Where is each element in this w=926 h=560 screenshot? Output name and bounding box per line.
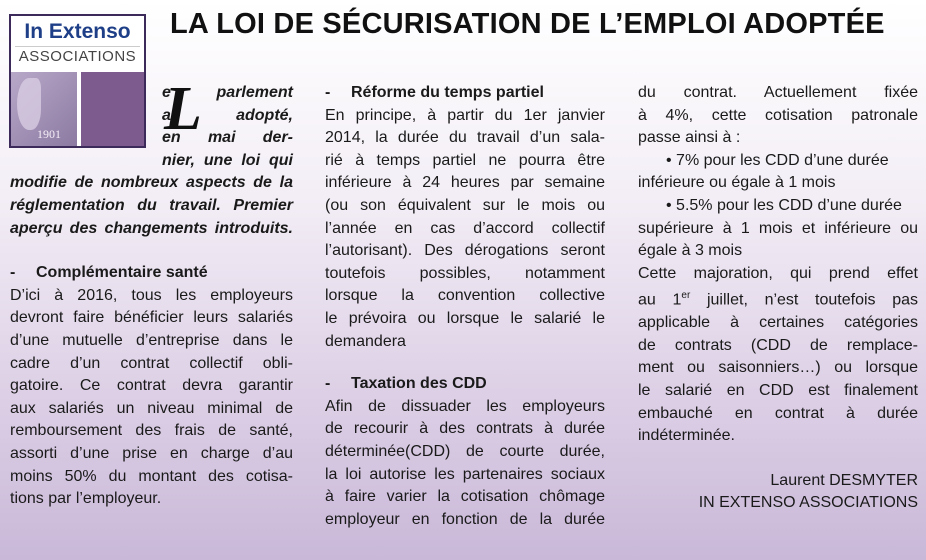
body-line: de recourir à des contrats à durée: [325, 420, 605, 438]
body-line: assorti d’une prise en charge d’au: [10, 444, 293, 462]
intro-line: a adopté,: [162, 106, 293, 124]
bullet-line: • 5.5% pour les CDD d’une durée: [666, 196, 902, 214]
body-line: le prévoira ou lorsque le salarié le: [325, 309, 605, 327]
body-line: ment ou saisonniers…) ou lorsque: [638, 359, 918, 377]
intro-line: modifie de nombreux aspects de la: [10, 174, 293, 192]
heading-text: Taxation des CDD: [351, 375, 487, 393]
body-line: déterminée(CDD) de courte durée,: [325, 442, 605, 460]
heading-text: Réforme du temps partiel: [351, 84, 544, 101]
signature-org: IN EXTENSO ASSOCIATIONS: [698, 494, 918, 512]
intro-line: en mai der-: [162, 129, 293, 147]
section-heading: [10, 262, 293, 285]
body-line: d’une mutuelle d’entreprise dans le: [10, 331, 293, 349]
dropcap: L: [164, 75, 202, 143]
heading-dash: -: [10, 264, 16, 282]
body-line: de contrats (CDD de remplace-: [638, 336, 918, 354]
intro-line: nier, une loi qui: [162, 151, 293, 169]
logo-header: [11, 16, 144, 73]
body-line: applicable à certaines catégories: [638, 314, 918, 332]
body-line: le salarié en CDD est finalement: [638, 382, 918, 400]
intro-line: réglementation du travail. Premier: [10, 196, 293, 214]
body-line: En principe, à partir du 1er janvier: [325, 106, 605, 124]
body-line: inférieure à 24 heures par semaine: [325, 174, 605, 192]
body-line: indéterminée.: [638, 427, 735, 445]
column-1: [10, 75, 293, 511]
heading-dash: -: [325, 84, 331, 101]
body-line: embauché en contrat à durée: [638, 404, 918, 422]
section-heading: [325, 373, 605, 396]
intro-line: aperçu des changements introduits.: [10, 219, 293, 237]
bullet-line: supérieure à 1 mois et inférieure ou: [638, 219, 918, 237]
spacer: [638, 448, 918, 470]
body-line: à faire varier la cotisation chômage: [325, 488, 605, 506]
body-line: demandera: [325, 332, 406, 350]
body-line: rié à temps partiel ne pourra être: [325, 151, 605, 169]
body-line: gatoire. Ce contrat devra garantir: [10, 377, 293, 395]
body-line: D’ici à 2016, tous les employeurs: [10, 286, 293, 304]
body-line: employeur en fonction de la durée: [325, 510, 605, 528]
spacer: [325, 353, 605, 373]
section-heading: [325, 82, 605, 105]
signature-name: Laurent DESMYTER: [770, 471, 918, 489]
bullet-line: égale à 3 mois: [638, 242, 743, 260]
body-line: l’autorisant). Des dérogations seront: [325, 242, 605, 260]
body-line: passe ainsi à :: [638, 129, 741, 147]
column-2: [325, 82, 605, 531]
body-line: [638, 285, 918, 312]
body-line: remboursement des frais de santé,: [10, 422, 293, 440]
body-line: devront faire bénéficier leurs salariés: [10, 309, 293, 327]
article-title: LA LOI DE SÉCURISATION DE L’EMPLOI ADOPTÉE: [170, 8, 885, 40]
body-line: aux salariés un niveau minimal de: [10, 399, 293, 417]
spacer: [10, 240, 293, 262]
body-line: cadre d’un contrat collectif obli-: [10, 354, 293, 372]
bullet-line: • 7% pour les CDD d’une durée: [666, 151, 889, 169]
body-line: toutefois possibles, notamment: [325, 264, 605, 282]
heading-dash: -: [325, 375, 331, 393]
body-line: 2014, la durée du travail d’un sala-: [325, 129, 605, 147]
column-3: [638, 82, 918, 515]
body-line: (ou son équivalent sur le mois ou: [325, 196, 605, 214]
text-fragment: juillet, n’est toutefois pas: [690, 291, 919, 309]
logo-name: In Extenso: [24, 20, 131, 43]
bullet-line: inférieure ou égale à 1 mois: [638, 174, 836, 192]
body-line: Afin de dissuader les employeurs: [325, 397, 605, 415]
body-line: tions par l’employeur.: [10, 490, 162, 508]
logo-subtitle: ASSOCIATIONS: [15, 46, 140, 67]
heading-text: Complémentaire santé: [36, 264, 208, 282]
body-line: lorsque la convention collective: [325, 287, 605, 305]
superscript: er: [681, 290, 691, 302]
logo-year: 1901: [37, 127, 61, 141]
body-line: à 4%, cette cotisation patronale: [638, 106, 918, 124]
body-line: la loi autorise les partenaires sociaux: [325, 465, 605, 483]
body-line: du contrat. Actuellement fixée: [638, 84, 918, 101]
body-line: moins 50% du montant des cotisa-: [10, 467, 293, 485]
body-line: Cette majoration, qui prend effet: [638, 264, 918, 282]
body-line: l’année en cas d’accord collectif: [325, 219, 605, 237]
intro-line: e parlement: [162, 84, 293, 101]
text-fragment: au 1: [638, 291, 682, 309]
